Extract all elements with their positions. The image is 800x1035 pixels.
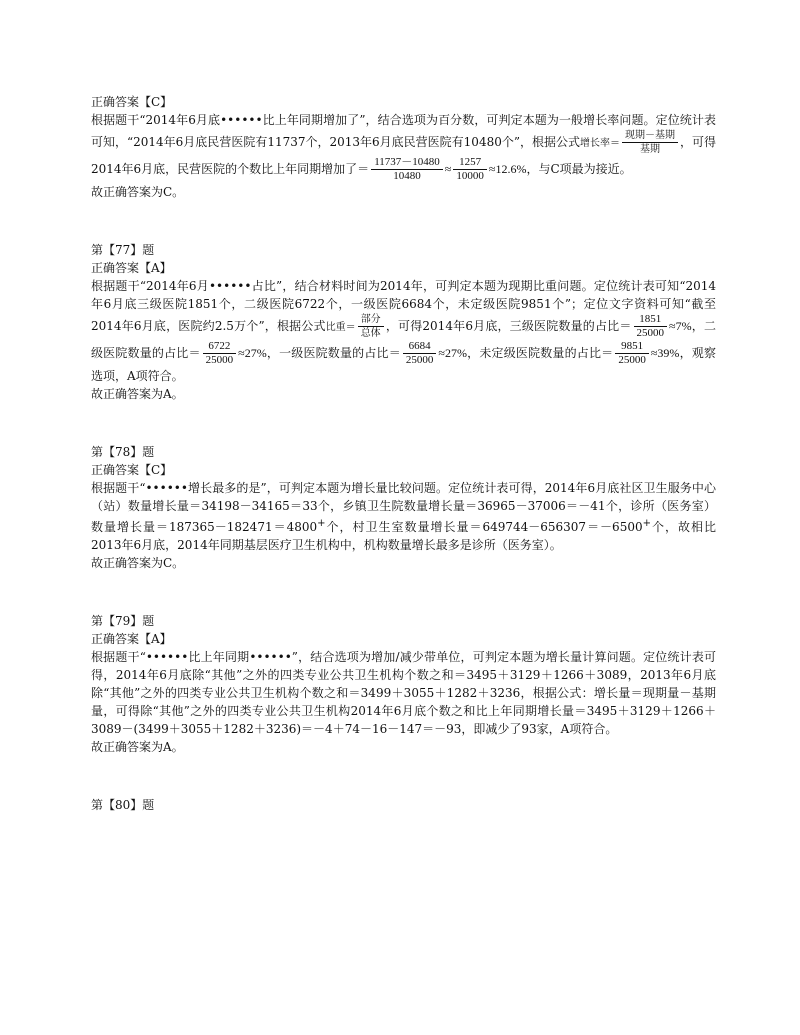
numerator: 6684 — [403, 340, 437, 354]
conclusion-78: 故正确答案为C。 — [91, 556, 185, 570]
question-title-77: 第【77】题 — [91, 243, 155, 257]
fraction — [622, 129, 678, 156]
answer-78: 正确答案【C】 — [91, 463, 173, 477]
text: 个，故相比2013年6月底，2014年同期基层医疗卫生机构中，机构数量增长最多是诊所（医务室）。 — [91, 520, 716, 552]
text: 根据题干“••••••增长最多的是”，可判定本题为增长量比较问题。定位统计表可得，2014年6月底社区卫生服务中心（站）数量增长量＝34198－34165＝33个，乡镇卫生院数量增长量＝36965－37006＝－41个，诊所（医务室）数量增长量＝187365－182471＝4800 — [91, 481, 716, 534]
question-title-78: 第【78】题 — [91, 445, 155, 459]
denominator: 10000 — [456, 170, 484, 182]
answer-76: 正确答案【C】 — [91, 95, 173, 109]
text: ，可得2014年6月底，三级医院数量的占比＝ — [385, 319, 632, 333]
numerator: 9851 — [615, 340, 649, 354]
numerator: 11737－10480 — [371, 156, 443, 170]
denominator: 10480 — [393, 170, 421, 182]
text: 个，村卫生室数量增长量＝649744－656307＝－6500 — [325, 520, 643, 534]
fraction — [403, 340, 437, 367]
result: ≈39% — [650, 346, 680, 360]
numerator: 1257 — [453, 156, 487, 170]
approx-sign: ≈ — [444, 162, 452, 176]
numerator: 6722 — [203, 340, 237, 354]
fraction — [371, 156, 443, 183]
formula-growth-rate — [580, 129, 680, 156]
conclusion-76: 故正确答案为C。 — [91, 185, 185, 199]
answer-77: 正确答案【A】 — [91, 261, 172, 275]
text: ，可得2014年6月底，民营医院的个数比上年同期增加了＝ — [91, 135, 716, 176]
solution-80 — [91, 796, 716, 814]
denominator: 25000 — [205, 354, 234, 366]
solution-page — [91, 93, 716, 814]
numerator: 现期－基期 — [622, 129, 678, 143]
conclusion-77: 故正确答案为A。 — [91, 387, 184, 401]
formula-lhs: 增长率＝ — [579, 138, 620, 149]
fraction — [634, 313, 668, 340]
text: ，与C项最为接近。 — [526, 162, 632, 176]
result: ≈27% — [438, 346, 467, 360]
text: 根据题干“2014年6月••••••占比”，结合材料时间为2014年，可判定本题为现期比重问题。定位统计表可知“2014年6月底三级医院1851个，二级医院6722个，一级医院6684个，未定级医院9851个”；定位文字资料可知“截至2014年6月底，医院约2.5万个”，根据公式 — [91, 279, 716, 333]
fraction — [203, 340, 237, 367]
solution-76 — [91, 93, 716, 201]
numerator: 部分 — [358, 313, 384, 327]
numerator: 1851 — [634, 313, 668, 327]
denominator: 25000 — [618, 354, 646, 366]
fraction — [615, 340, 649, 367]
conclusion-79: 故正确答案为A。 — [91, 740, 184, 754]
fraction — [358, 313, 384, 340]
text: ，观察选项，A项符合。 — [91, 346, 716, 383]
text: 根据题干“2014年6月底••••••比上年同期增加了”，结合选项为百分数，可判定本题为一般增长率问题。定位统计表可知，“2014年6月底民营医院有11737个，2013年6月底民营医院有10480个”，根据公式 — [91, 113, 716, 149]
solution-78 — [91, 443, 716, 572]
denominator: 基期 — [639, 144, 660, 155]
solution-79 — [91, 612, 716, 756]
denominator: 25000 — [405, 354, 434, 366]
text: ，一级医院数量的占比＝ — [266, 346, 401, 360]
solution-77 — [91, 241, 716, 403]
explanation-77 — [91, 277, 716, 385]
explanation-76 — [91, 111, 716, 183]
explanation-79: 根据题干“••••••比上年同期••••••”，结合选项为增加/减少带单位，可判定本题为增长量计算问题。定位统计表可得，2014年6月底除“其他”之外的四类专业公共卫生机构个数之和＝3495＋3129＋1266＋3089，2013年6月底除“其他”之外的四类专业公共卫生机构个数之和＝3499＋3055＋1282＋3236，根据公式：增长量＝现期量－基期量，可得除“其他”之外的四类专业公共卫生机构2014年6月底个数之和比上年同期增长量＝3495＋3129＋1266＋3089－(3499＋3055＋1282＋3236)＝－4＋74－16－147＝－93，即减少了93家，A项符合。 — [91, 650, 716, 736]
fraction — [453, 156, 487, 183]
explanation-78 — [91, 479, 716, 554]
text: ，二级医院数量的占比＝ — [91, 319, 716, 360]
formula-proportion — [326, 313, 386, 340]
denominator: 总体 — [360, 328, 381, 339]
question-title-79: 第【79】题 — [91, 614, 155, 628]
superscript: + — [642, 518, 651, 529]
answer-79: 正确答案【A】 — [91, 632, 172, 646]
result: ≈12.6% — [488, 162, 527, 176]
question-title-80: 第【80】题 — [91, 798, 155, 812]
result: ≈27% — [238, 346, 267, 360]
formula-lhs: 比重＝ — [325, 322, 356, 333]
denominator: 25000 — [636, 327, 665, 339]
superscript: + — [317, 518, 326, 529]
text: ，未定级医院数量的占比＝ — [466, 346, 614, 360]
result: ≈7% — [669, 319, 692, 333]
